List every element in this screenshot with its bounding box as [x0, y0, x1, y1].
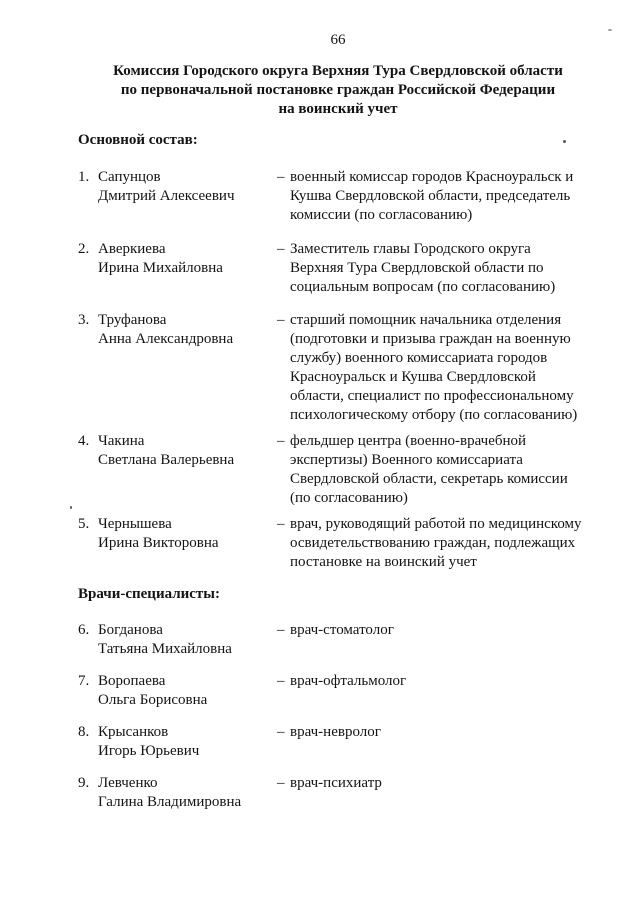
member-number: 7. [78, 673, 90, 689]
member-role [290, 672, 612, 691]
member-role-line: социальным вопросам (по согласованию) [290, 279, 556, 295]
section-heading-doctors: Врачи-специалисты: [78, 586, 221, 602]
member-name-line: Ольга Борисовна [98, 692, 208, 708]
member-name-line: Татьяна Михайловна [98, 641, 232, 657]
member-name-line: Светлана Валерьевна [98, 452, 235, 468]
member-name-line: Ирина Михайловна [98, 260, 223, 276]
member-role-line: врач-психиатр [290, 775, 382, 791]
member-name [98, 311, 277, 349]
member-role-line: области, специалист по профессиональному [290, 388, 574, 404]
member-role-line: службу) военного комиссариата городов [290, 350, 548, 366]
member-role-line: психологическому отбору (по согласованию) [290, 407, 578, 423]
member-name [98, 168, 277, 206]
document-title [0, 62, 640, 119]
member-name-line: Сапунцов [98, 169, 161, 185]
member-number: 6. [78, 622, 90, 638]
member-name-line: Дмитрий Алексеевич [98, 188, 235, 204]
member-name-line: Левченко [98, 775, 158, 791]
member-role-line: Свердловской области, секретарь комиссии [290, 471, 568, 487]
dash-separator: – [277, 169, 285, 185]
member-role-line: военный комиссар городов Красноуральск и [290, 169, 574, 185]
member-name-line: Анна Александровна [98, 331, 234, 347]
member-role-line: освидетельствованию граждан, подлежащих [290, 535, 576, 551]
member-role-line: Верхняя Тура Свердловской области по [290, 260, 544, 276]
member-name [98, 672, 277, 710]
section-main-composition [0, 131, 640, 572]
member-number: 8. [78, 724, 90, 740]
member-item [78, 240, 612, 297]
member-name-line: Чернышева [98, 516, 172, 532]
member-name [98, 515, 277, 553]
dash-separator: – [277, 241, 285, 257]
member-name [98, 723, 277, 761]
section-doctors [0, 585, 640, 812]
member-role-line: комиссии (по согласованию) [290, 207, 473, 223]
member-name-line: Ирина Викторовна [98, 535, 219, 551]
member-role [290, 774, 612, 793]
member-name-line: Галина Владимировна [98, 794, 242, 810]
member-item [78, 432, 612, 508]
member-role-line: старший помощник начальника отделения [290, 312, 562, 328]
member-name-line: Игорь Юрьевич [98, 743, 200, 759]
member-role-line: Кушва Свердловской области, председатель [290, 188, 571, 204]
dash-separator: – [277, 673, 285, 689]
member-name-line: Воропаева [98, 673, 166, 689]
member-number: 3. [78, 312, 90, 328]
member-role [290, 621, 612, 640]
section-heading-main: Основной состав: [78, 132, 198, 148]
scan-speck [70, 506, 72, 509]
member-role [290, 311, 612, 425]
member-role-line: постановке на воинский учет [290, 554, 477, 570]
member-role-line: врач-офтальмолог [290, 673, 407, 689]
member-number: 4. [78, 433, 90, 449]
member-role [290, 240, 612, 297]
dash-separator: – [277, 433, 285, 449]
member-number: 9. [78, 775, 90, 791]
member-number: 1. [78, 169, 90, 185]
member-role [290, 168, 612, 225]
scan-speck [608, 29, 612, 31]
member-role-line: (по согласованию) [290, 490, 408, 506]
member-role-line: фельдшер центра (военно-врачебной [290, 433, 527, 449]
title-line: Комиссия Городского округа Верхняя Тура Свердловской области [113, 63, 563, 79]
member-role-line: Красноуральск и Кушва Свердловской [290, 369, 536, 385]
member-number: 5. [78, 516, 90, 532]
member-role-line: Заместитель главы Городского округа [290, 241, 531, 257]
member-name [98, 240, 277, 278]
member-name-line: Крысанков [98, 724, 169, 740]
member-role-line: (подготовки и призыва граждан на военную [290, 331, 571, 347]
member-number: 2. [78, 241, 90, 257]
dash-separator: – [277, 516, 285, 532]
member-item [78, 168, 612, 225]
member-name-line: Труфанова [98, 312, 167, 328]
member-item [78, 774, 612, 812]
member-item [78, 621, 612, 659]
member-name [98, 432, 277, 470]
member-list-main [0, 168, 640, 572]
dash-separator: – [277, 724, 285, 740]
dash-separator: – [277, 775, 285, 791]
member-item [78, 723, 612, 761]
member-role-line: врач-стоматолог [290, 622, 394, 638]
member-role [290, 432, 612, 508]
member-role-line: врач-невролог [290, 724, 381, 740]
member-item [78, 311, 612, 425]
page-number: 66 [330, 32, 346, 48]
dash-separator: – [277, 312, 285, 328]
member-item [78, 515, 612, 572]
member-name-line: Богданова [98, 622, 163, 638]
title-line: на воинский учет [278, 101, 398, 117]
member-role-line: экспертизы) Военного комиссариата [290, 452, 523, 468]
member-role-line: врач, руководящий работой по медицинскому [290, 516, 582, 532]
member-name-line: Аверкиева [98, 241, 166, 257]
dash-separator: – [277, 622, 285, 638]
member-name [98, 621, 277, 659]
member-role [290, 723, 612, 742]
member-list-doctors [0, 621, 640, 812]
member-role [290, 515, 612, 572]
member-name-line: Чакина [98, 433, 145, 449]
member-name [98, 774, 277, 812]
scan-speck [563, 140, 566, 143]
title-line: по первоначальной постановке граждан Российской Федерации [120, 82, 556, 98]
member-item [78, 672, 612, 710]
